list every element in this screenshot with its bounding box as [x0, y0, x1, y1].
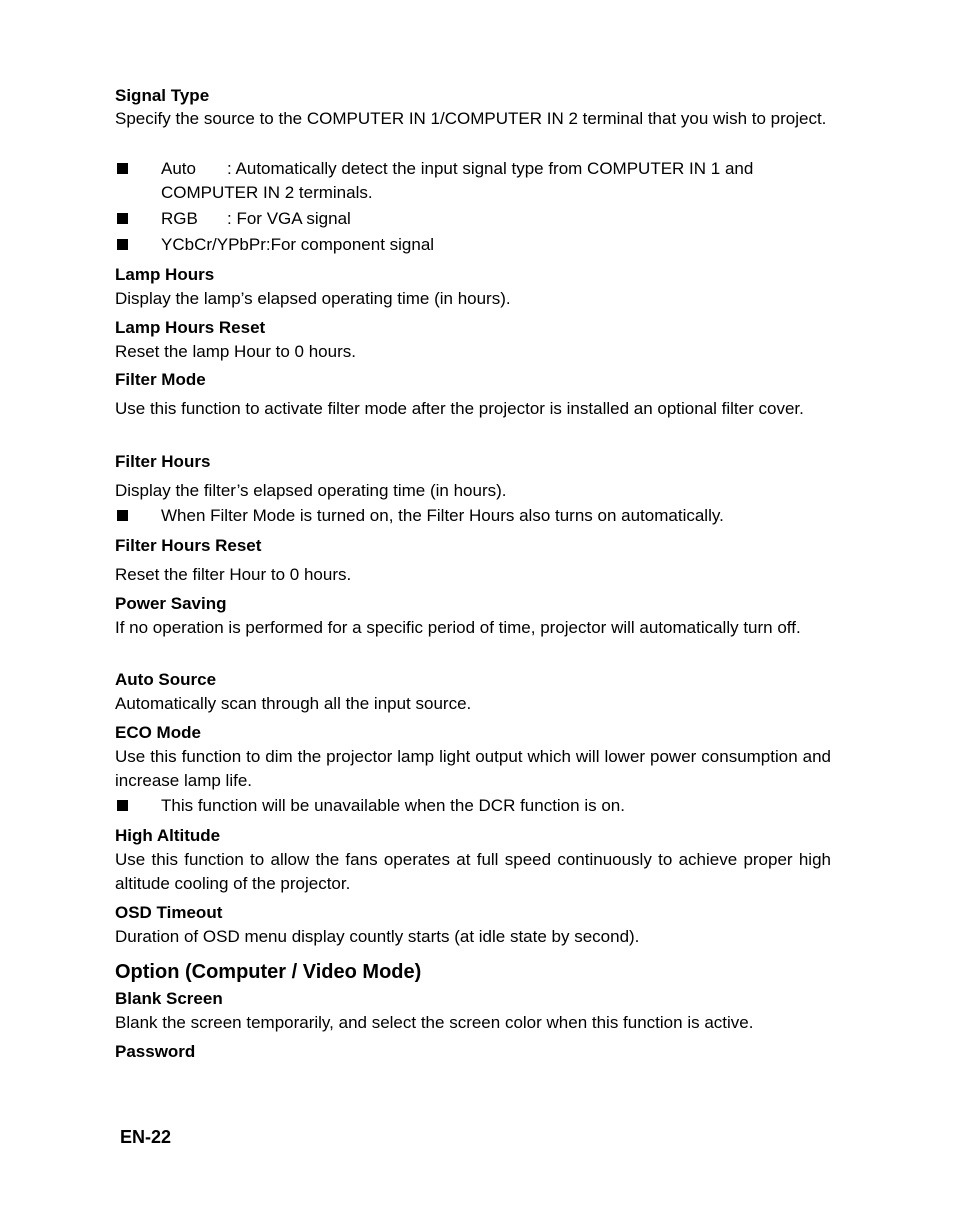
eco-mode-heading: ECO Mode	[115, 723, 201, 742]
option-section-title: Option (Computer / Video Mode)	[115, 961, 422, 983]
bullet-icon	[117, 213, 128, 224]
blank-screen-body: Blank the screen temporarily, and select the screen color when this function is active.	[115, 1013, 754, 1032]
bullet-sep: :	[227, 159, 232, 178]
filter-hours-reset-body: Reset the filter Hour to 0 hours.	[115, 565, 352, 584]
bullet-icon	[117, 239, 128, 250]
lamp-hours-reset-body: Reset the lamp Hour to 0 hours.	[115, 342, 356, 361]
bullet-rgb	[161, 207, 351, 231]
bullet-icon	[117, 163, 128, 174]
page-number: EN-22	[120, 1127, 172, 1147]
password-heading: Password	[115, 1042, 196, 1061]
signal-type-heading: Signal Type	[115, 86, 210, 105]
lamp-hours-heading: Lamp Hours	[115, 265, 215, 284]
filter-mode-body: Use this function to activate filter mode after the projector is installed an optional filter cover.	[115, 399, 804, 418]
bullet-icon	[117, 510, 128, 521]
bullet-term: Auto	[161, 159, 196, 178]
bullet-icon	[117, 800, 128, 811]
bullet-sep: :	[227, 209, 232, 228]
eco-mode-body: Use this function to dim the projector lamp light output which will lower power consumption and increase lamp life.	[115, 747, 831, 790]
eco-mode-bullet: This function will be unavailable when the DCR function is on.	[161, 796, 625, 815]
filter-hours-body: Display the filter’s elapsed operating time (in hours).	[115, 481, 507, 500]
high-altitude-heading: High Altitude	[115, 826, 221, 845]
filter-mode-heading: Filter Mode	[115, 370, 206, 389]
lamp-hours-body: Display the lamp’s elapsed operating time (in hours).	[115, 289, 511, 308]
blank-screen-heading: Blank Screen	[115, 989, 223, 1008]
bullet-auto-line1	[161, 157, 753, 181]
auto-source-heading: Auto Source	[115, 670, 217, 689]
filter-hours-bullet: When Filter Mode is turned on, the Filter Hours also turns on automatically.	[161, 506, 724, 525]
filter-hours-heading: Filter Hours	[115, 452, 211, 471]
bullet-auto-line2: COMPUTER IN 2 terminals.	[161, 183, 373, 202]
osd-timeout-body: Duration of OSD menu display countly starts (at idle state by second).	[115, 927, 640, 946]
signal-type-body: Specify the source to the COMPUTER IN 1/COMPUTER IN 2 terminal that you wish to project.	[115, 109, 827, 128]
bullet-text: For VGA signal	[236, 209, 351, 228]
bullet-ycbcr: YCbCr/YPbPr:For component signal	[161, 235, 435, 254]
high-altitude-body: Use this function to allow the fans operates at full speed continuously to achieve proper high altitude cooling of the projector.	[115, 850, 831, 893]
osd-timeout-heading: OSD Timeout	[115, 903, 223, 922]
filter-hours-reset-heading: Filter Hours Reset	[115, 536, 262, 555]
power-saving-heading: Power Saving	[115, 594, 227, 613]
auto-source-body: Automatically scan through all the input source.	[115, 694, 472, 713]
power-saving-body: If no operation is performed for a specific period of time, projector will automatically turn off.	[115, 618, 801, 637]
lamp-hours-reset-heading: Lamp Hours Reset	[115, 318, 266, 337]
bullet-text: Automatically detect the input signal type from COMPUTER IN 1 and	[235, 159, 754, 178]
bullet-term: RGB	[161, 209, 198, 228]
